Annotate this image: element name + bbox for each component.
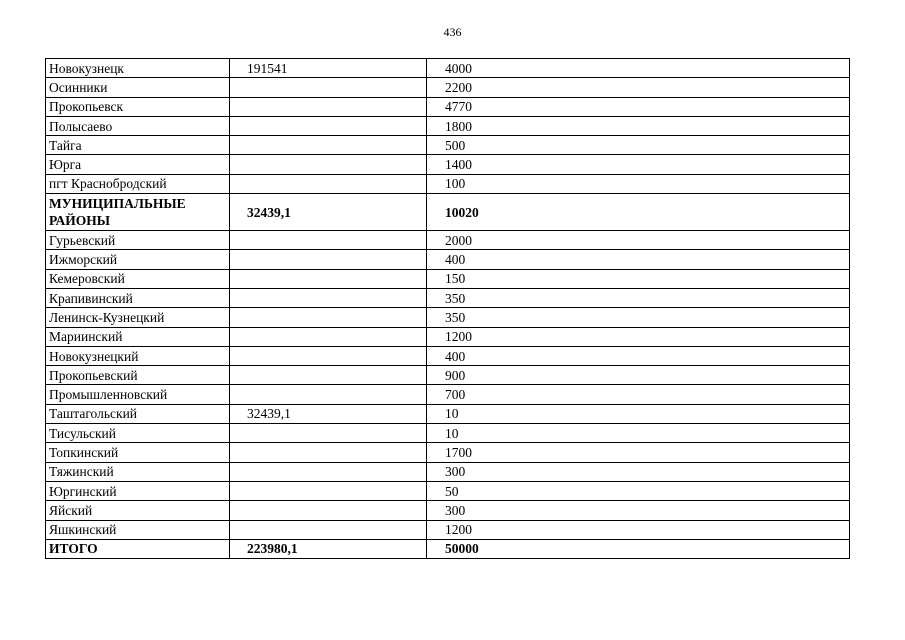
page-number: 436	[443, 25, 462, 39]
table-row	[46, 59, 850, 78]
row-amount	[230, 78, 427, 97]
row-name: ИТОГО	[46, 539, 230, 558]
row-count: 350	[427, 308, 850, 327]
table-row	[46, 174, 850, 193]
table-row	[46, 366, 850, 385]
row-count: 1200	[427, 520, 850, 539]
row-amount	[230, 462, 427, 481]
table-row	[46, 250, 850, 269]
row-count: 10	[427, 424, 850, 443]
row-name: Кемеровский	[46, 269, 230, 288]
row-count: 700	[427, 385, 850, 404]
table-row	[46, 346, 850, 365]
table-row	[46, 231, 850, 250]
row-amount	[230, 424, 427, 443]
row-count: 350	[427, 288, 850, 307]
table-row	[46, 385, 850, 404]
row-count: 4000	[427, 59, 850, 78]
row-count: 50000	[427, 539, 850, 558]
row-count: 400	[427, 250, 850, 269]
row-name: Промышленновский	[46, 385, 230, 404]
row-name: Юрга	[46, 155, 230, 174]
row-count: 300	[427, 501, 850, 520]
table-row	[46, 462, 850, 481]
row-name: Прокопьевск	[46, 97, 230, 116]
row-name: Юргинский	[46, 481, 230, 500]
table-row	[46, 308, 850, 327]
row-count: 1800	[427, 116, 850, 135]
row-count: 150	[427, 269, 850, 288]
row-name: Мариинский	[46, 327, 230, 346]
row-amount	[230, 327, 427, 346]
row-count: 4770	[427, 97, 850, 116]
row-name: Ленинск-Кузнецкий	[46, 308, 230, 327]
table-row	[46, 443, 850, 462]
table-row	[46, 327, 850, 346]
row-name: МУНИЦИПАЛЬНЫЕ РАЙОНЫ	[46, 194, 230, 231]
row-name: Крапивинский	[46, 288, 230, 307]
table-row	[46, 501, 850, 520]
row-name: Осинники	[46, 78, 230, 97]
row-amount	[230, 116, 427, 135]
row-count: 1200	[427, 327, 850, 346]
data-table	[45, 58, 850, 559]
row-name: Новокузнецк	[46, 59, 230, 78]
row-amount	[230, 366, 427, 385]
row-amount	[230, 443, 427, 462]
table-row	[46, 78, 850, 97]
row-amount	[230, 155, 427, 174]
row-count: 2200	[427, 78, 850, 97]
row-amount	[230, 346, 427, 365]
row-count: 1400	[427, 155, 850, 174]
row-name: Прокопьевский	[46, 366, 230, 385]
row-name: Яйский	[46, 501, 230, 520]
row-count: 400	[427, 346, 850, 365]
table-row	[46, 269, 850, 288]
row-amount	[230, 250, 427, 269]
row-amount: 191541	[230, 59, 427, 78]
row-amount	[230, 136, 427, 155]
row-amount	[230, 231, 427, 250]
row-count: 300	[427, 462, 850, 481]
row-amount: 32439,1	[230, 404, 427, 423]
row-amount	[230, 385, 427, 404]
row-count: 1700	[427, 443, 850, 462]
table-row	[46, 520, 850, 539]
table-row	[46, 155, 850, 174]
row-name: Гурьевский	[46, 231, 230, 250]
row-amount: 32439,1	[230, 194, 427, 231]
total-row	[46, 539, 850, 558]
row-amount	[230, 97, 427, 116]
row-amount	[230, 481, 427, 500]
row-amount	[230, 308, 427, 327]
row-count: 2000	[427, 231, 850, 250]
table-row	[46, 288, 850, 307]
table-row	[46, 136, 850, 155]
table-row	[46, 97, 850, 116]
row-amount	[230, 501, 427, 520]
row-amount	[230, 269, 427, 288]
row-count: 500	[427, 136, 850, 155]
row-name: Тайга	[46, 136, 230, 155]
row-amount	[230, 174, 427, 193]
row-count: 900	[427, 366, 850, 385]
row-name: пгт Краснобродский	[46, 174, 230, 193]
row-count: 10020	[427, 194, 850, 231]
row-count: 50	[427, 481, 850, 500]
row-amount: 223980,1	[230, 539, 427, 558]
row-name: Топкинский	[46, 443, 230, 462]
row-amount	[230, 520, 427, 539]
row-amount	[230, 288, 427, 307]
row-name: Яшкинский	[46, 520, 230, 539]
row-name: Тяжинский	[46, 462, 230, 481]
row-name: Таштагольский	[46, 404, 230, 423]
row-name: Новокузнецкий	[46, 346, 230, 365]
table-row	[46, 404, 850, 423]
section-header-row	[46, 194, 850, 231]
row-count: 100	[427, 174, 850, 193]
table-row	[46, 481, 850, 500]
table-row	[46, 116, 850, 135]
row-name: Полысаево	[46, 116, 230, 135]
row-count: 10	[427, 404, 850, 423]
row-name: Ижморский	[46, 250, 230, 269]
table-row	[46, 424, 850, 443]
row-name: Тисульский	[46, 424, 230, 443]
